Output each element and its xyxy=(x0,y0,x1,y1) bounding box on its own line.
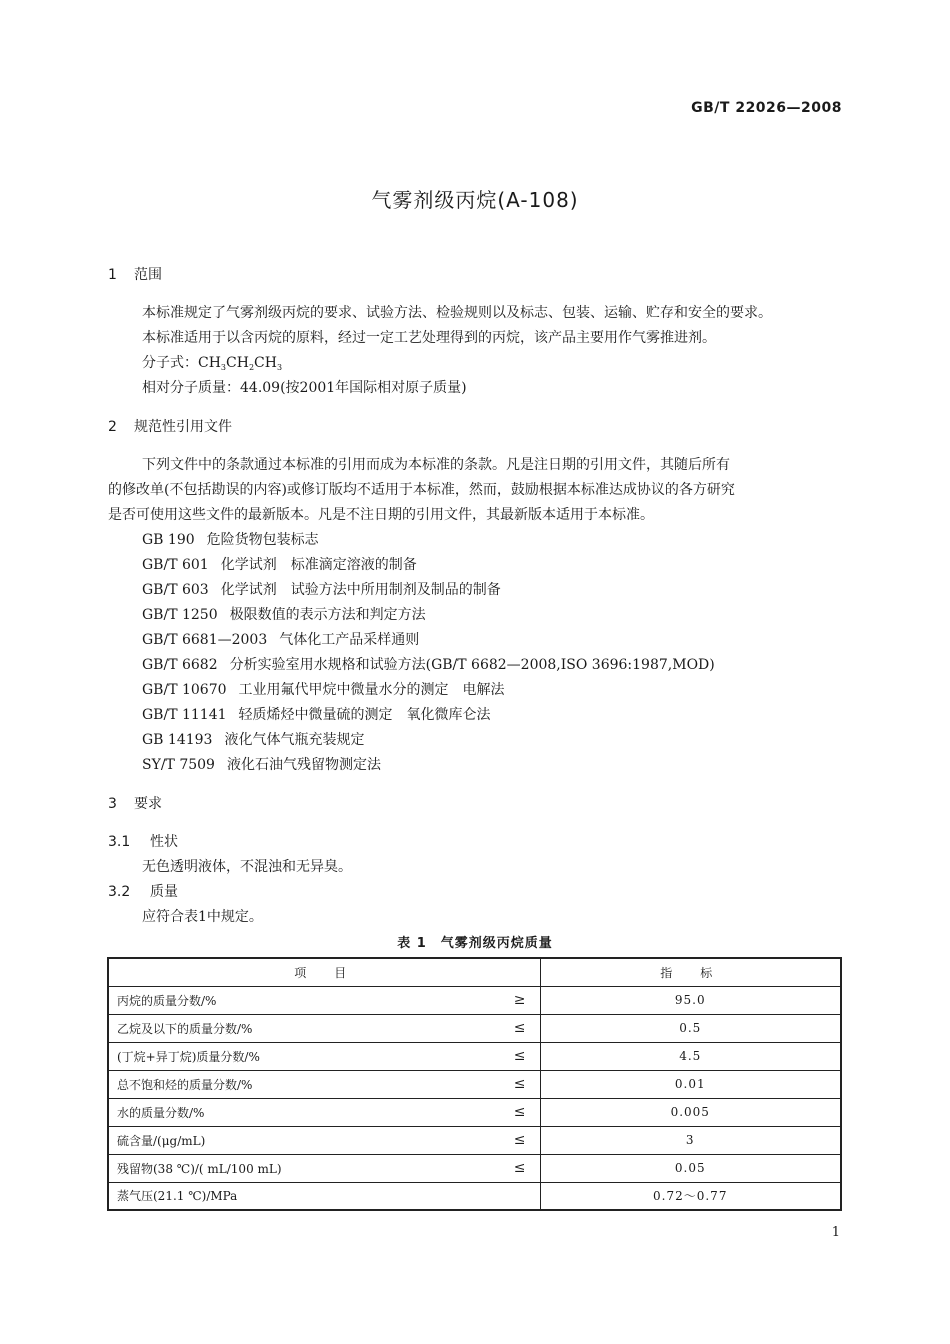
reference-item xyxy=(142,554,417,574)
item-label: 乙烷及以下的质量分数/% xyxy=(117,1021,253,1036)
reference-title: 化学试剂 标准滴定溶液的制备 xyxy=(220,557,417,573)
references-intro-line-2: 的修改单(不包括勘误的内容)或修订版均不适用于本标准，然而，鼓励根据本标准达成协议的各方研究 xyxy=(108,482,735,498)
reference-item xyxy=(142,529,319,549)
table-row xyxy=(108,1182,841,1210)
subsection-3-1-heading xyxy=(108,831,178,851)
references-intro-line-1: 下列文件中的条款通过本标准的引用而成为本标准的条款。凡是注日期的引用文件，其随后所有 xyxy=(142,457,730,473)
quality-table xyxy=(107,957,842,1211)
section-title: 规范性引用文件 xyxy=(134,419,232,435)
reference-title: 危险货物包装标志 xyxy=(206,532,319,548)
reference-item xyxy=(142,604,426,624)
comparison-operator: ≤ xyxy=(513,1131,526,1148)
reference-item xyxy=(142,679,505,699)
reference-code: GB/T 1250 xyxy=(142,607,218,623)
reference-title: 气体化工产品采样通则 xyxy=(279,632,420,648)
reference-item xyxy=(142,704,491,724)
value-cell: 3 xyxy=(540,1126,841,1154)
table-row xyxy=(108,1154,841,1182)
table-row xyxy=(108,1070,841,1098)
item-label: 残留物(38 ℃)/( mL/100 mL) xyxy=(117,1161,282,1176)
reference-code: GB/T 11141 xyxy=(142,707,227,723)
value-cell: 4.5 xyxy=(540,1042,841,1070)
comparison-operator: ≤ xyxy=(513,1103,526,1120)
subsection-number: 3.1 xyxy=(108,834,131,850)
scope-paragraph-1: 本标准规定了气雾剂级丙烷的要求、试验方法、检验规则以及标志、包装、运输、贮存和安全的要求。 xyxy=(142,305,772,321)
standard-code: GB/T 22026—2008 xyxy=(691,100,842,116)
comparison-operator: ≥ xyxy=(513,991,526,1008)
reference-code: GB 190 xyxy=(142,532,195,548)
table-row xyxy=(108,1126,841,1154)
reference-code: GB/T 10670 xyxy=(142,682,227,698)
section-2-heading xyxy=(108,416,232,436)
reference-item xyxy=(142,629,419,649)
appearance-text: 无色透明液体，不混浊和无异臭。 xyxy=(142,859,352,875)
reference-title: 液化石油气残留物测定法 xyxy=(226,757,381,773)
table-row xyxy=(108,1042,841,1070)
comparison-operator: ≤ xyxy=(513,1047,526,1064)
formula-subscript: 2 xyxy=(248,363,255,372)
column-header-value: 指 标 xyxy=(540,958,841,986)
item-label: 硫含量/(μg/mL) xyxy=(117,1133,206,1148)
value-cell: 95.0 xyxy=(540,986,841,1014)
molecular-formula xyxy=(142,352,282,372)
section-title: 范围 xyxy=(134,267,162,283)
subsection-number: 3.2 xyxy=(108,884,131,900)
reference-code: GB/T 6681—2003 xyxy=(142,632,268,648)
section-3-heading xyxy=(108,793,162,813)
document-title: 气雾剂级丙烷(A-108) xyxy=(371,188,579,212)
item-label: 丙烷的质量分数/% xyxy=(117,993,217,1008)
quality-text: 应符合表1中规定。 xyxy=(142,909,263,925)
value-cell: 0.05 xyxy=(540,1154,841,1182)
reference-title: 分析实验室用水规格和试验方法(GB/T 6682—2008,ISO 3696:1987,MOD) xyxy=(229,657,715,673)
formula-subscript: 3 xyxy=(220,363,227,372)
formula-part: CH xyxy=(254,355,277,371)
item-cell xyxy=(108,1126,540,1154)
value-cell: 0.005 xyxy=(540,1098,841,1126)
table-row xyxy=(108,1098,841,1126)
reference-code: SY/T 7509 xyxy=(142,757,215,773)
scope-paragraph-2: 本标准适用于以含丙烷的原料，经过一定工艺处理得到的丙烷，该产品主要用作气雾推进剂。 xyxy=(142,330,716,346)
item-cell xyxy=(108,1042,540,1070)
reference-code: GB/T 601 xyxy=(142,557,209,573)
comparison-operator: ≤ xyxy=(513,1019,526,1036)
value-cell: 0.5 xyxy=(540,1014,841,1042)
molecular-weight: 相对分子质量：44.09(按2001年国际相对原子质量) xyxy=(142,380,467,396)
item-cell xyxy=(108,1098,540,1126)
table-row xyxy=(108,986,841,1014)
item-cell xyxy=(108,1014,540,1042)
subsection-title: 质量 xyxy=(150,884,178,900)
reference-title: 液化气体气瓶充装规定 xyxy=(224,732,365,748)
item-cell xyxy=(108,1154,540,1182)
item-cell xyxy=(108,986,540,1014)
subsection-title: 性状 xyxy=(150,834,178,850)
comparison-operator: ≤ xyxy=(513,1075,526,1092)
item-label: (丁烷+异丁烷)质量分数/% xyxy=(117,1049,260,1064)
item-label: 总不饱和烃的质量分数/% xyxy=(117,1077,253,1092)
section-number: 1 xyxy=(108,267,117,283)
table-caption: 表 1 气雾剂级丙烷质量 xyxy=(397,936,553,951)
reference-item xyxy=(142,754,381,774)
formula-part: CH xyxy=(226,355,249,371)
reference-code: GB/T 603 xyxy=(142,582,209,598)
section-number: 2 xyxy=(108,419,117,435)
comparison-operator: ≤ xyxy=(513,1159,526,1176)
reference-title: 极限数值的表示方法和判定方法 xyxy=(229,607,426,623)
formula-part: CH xyxy=(198,355,221,371)
item-label: 水的质量分数/% xyxy=(117,1105,205,1120)
reference-item xyxy=(142,729,364,749)
formula-label: 分子式： xyxy=(142,355,198,371)
reference-code: GB/T 6682 xyxy=(142,657,218,673)
reference-title: 工业用氟代甲烷中微量水分的测定 电解法 xyxy=(238,682,505,698)
section-number: 3 xyxy=(108,796,117,812)
item-cell xyxy=(108,1182,540,1210)
subsection-3-2-heading xyxy=(108,881,178,901)
section-title: 要求 xyxy=(134,796,162,812)
page-number: 1 xyxy=(831,1225,840,1240)
formula-subscript: 3 xyxy=(276,363,283,372)
item-label: 蒸气压(21.1 ℃)/MPa xyxy=(117,1189,238,1204)
reference-title: 轻质烯烃中微量硫的测定 氧化微库仑法 xyxy=(238,707,491,723)
item-cell xyxy=(108,1070,540,1098)
value-cell: 0.72～0.77 xyxy=(540,1182,841,1210)
reference-code: GB 14193 xyxy=(142,732,213,748)
table-header-row xyxy=(108,958,841,986)
reference-item xyxy=(142,579,501,599)
reference-item xyxy=(142,654,715,674)
section-1-heading xyxy=(108,264,162,284)
references-intro-line-3: 是否可使用这些文件的最新版本。凡是不注日期的引用文件，其最新版本适用于本标准。 xyxy=(108,507,654,523)
reference-title: 化学试剂 试验方法中所用制剂及制品的制备 xyxy=(220,582,501,598)
value-cell: 0.01 xyxy=(540,1070,841,1098)
column-header-item: 项 目 xyxy=(108,958,540,986)
table-row xyxy=(108,1014,841,1042)
